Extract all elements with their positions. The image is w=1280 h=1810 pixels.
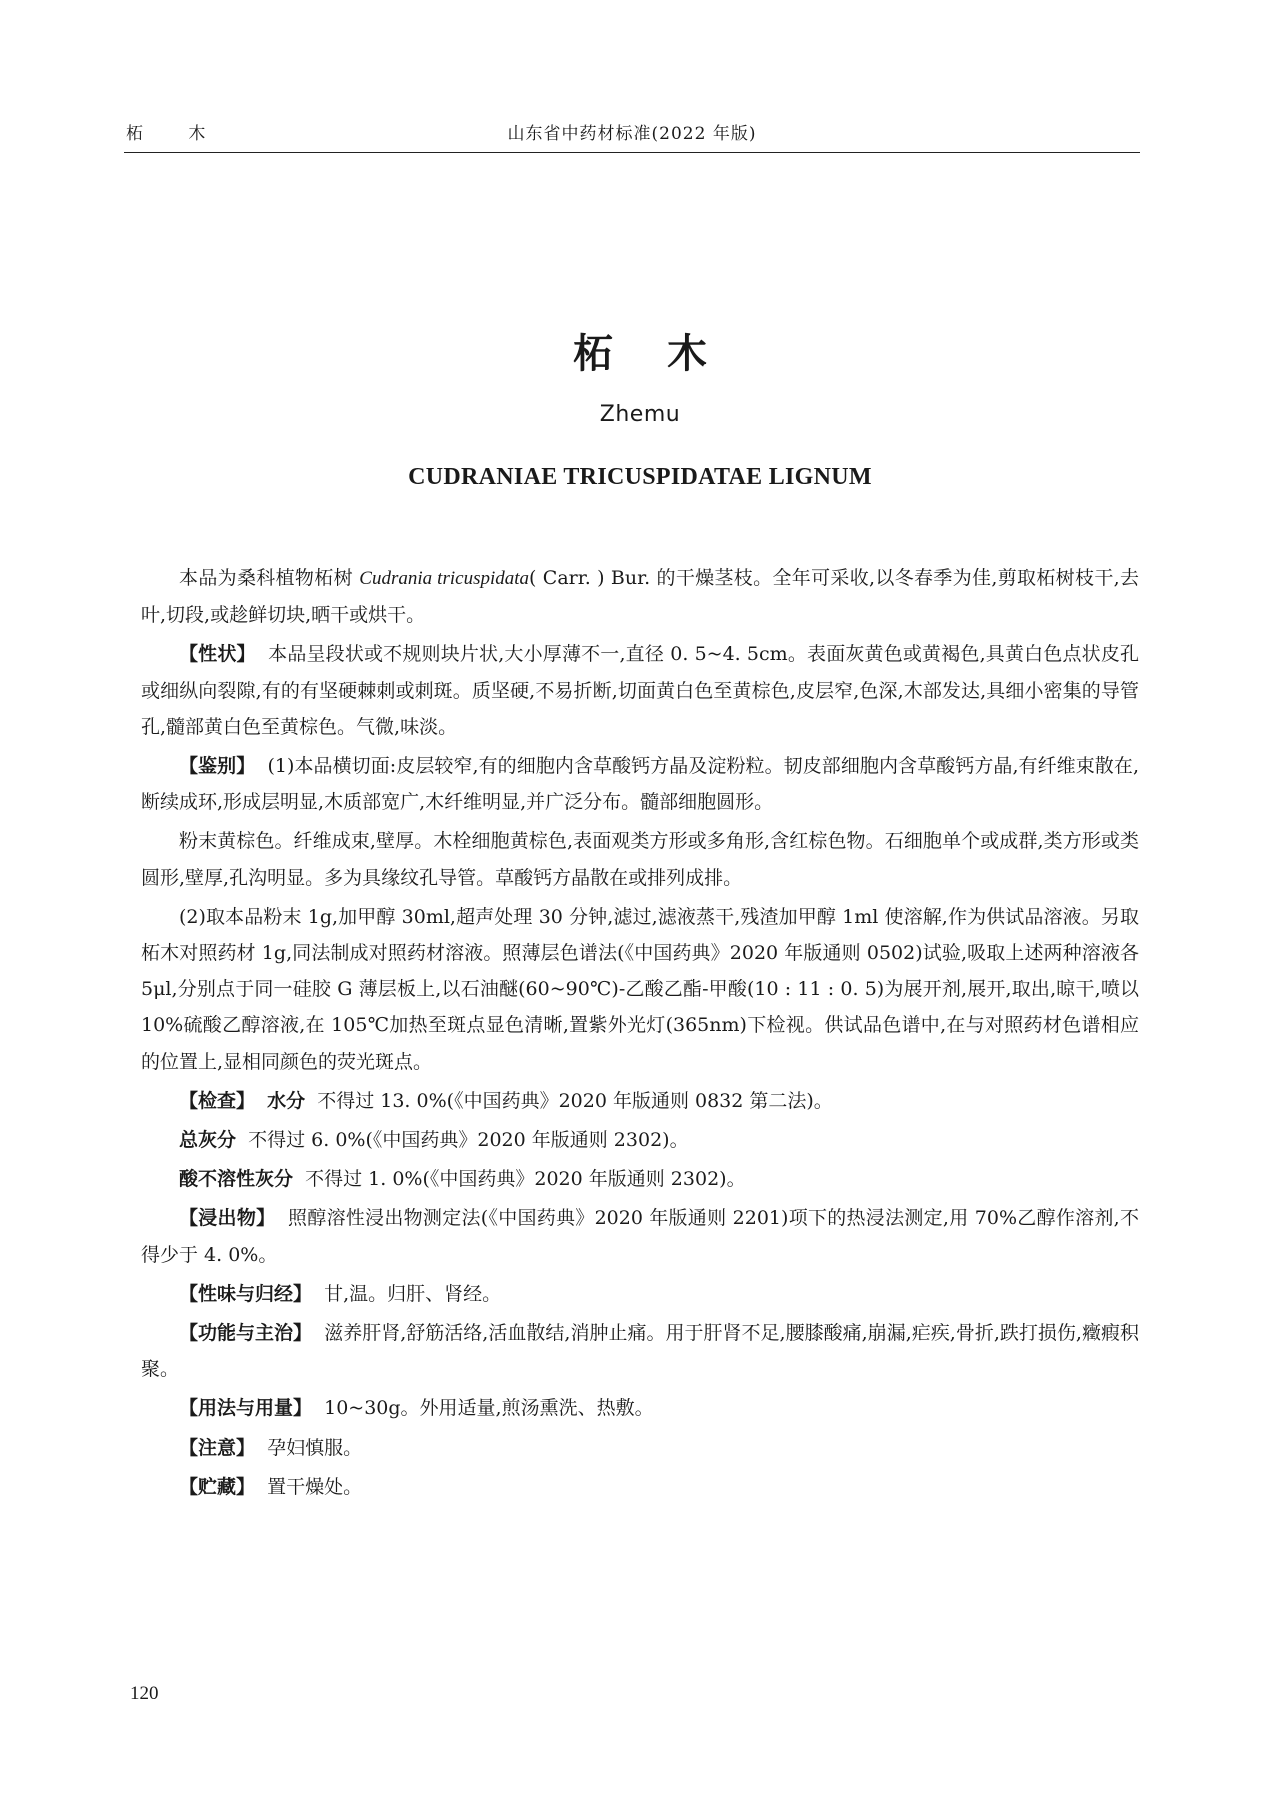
identification-powder-paragraph: 粉末黄棕色。纤维成束,壁厚。木栓细胞黄棕色,表面观类方形或多角形,含红棕色物。石细胞单个或成群,类方形或类圆形,壁厚,孔沟明显。多为具缘纹孔导管。草酸钙方晶散在或排列成排。 <box>141 830 1139 889</box>
monograph-title-chinese: 柘木 <box>573 331 761 377</box>
section-label: 【功能与主治】 <box>179 1322 313 1345</box>
section-label: 【鉴别】 <box>179 755 256 778</box>
header-section-name: 柘 木 <box>126 124 226 144</box>
header-divider <box>124 152 1140 153</box>
section-label: 【用法与用量】 <box>179 1397 313 1420</box>
section-usage-dosage <box>141 1390 1139 1426</box>
section-text: 本品呈段状或不规则块片状,大小厚薄不一,直径 0. 5~4. 5cm。表面灰黄色或黄褐色,具黄白色点状皮孔或细纵向裂隙,有的有坚硬棘刺或刺斑。质坚硬,不易折断,切面黄白色至黄棕色,皮层窄,色深,木部发达,具细小密集的导管孔,髓部黄白色至黄棕色。气微,味淡。 <box>141 643 1139 738</box>
page-number: 120 <box>130 1683 159 1704</box>
section-text: 10~30g。外用适量,煎汤熏洗、热敷。 <box>324 1397 654 1420</box>
running-header <box>124 116 1140 148</box>
species-latin-name: Cudrania tricuspidata <box>359 568 530 589</box>
header-book-title: 山东省中药材标准(2022 年版) <box>507 124 757 144</box>
section-label: 【贮藏】 <box>179 1475 256 1498</box>
section-text: 置干燥处。 <box>267 1475 363 1498</box>
section-text: 照醇溶性浸出物测定法(《中国药典》2020 年版通则 2201)项下的热浸法测定,用 70%乙醇作溶剂,不得少于 4. 0%。 <box>141 1207 1139 1266</box>
section-precaution <box>141 1430 1139 1466</box>
section-function-indication <box>141 1315 1139 1387</box>
section-text: (1)本品横切面:皮层较窄,有的细胞内含草酸钙方晶及淀粉粒。韧皮部细胞内含草酸钙方晶,有纤维束散在,断续成环,形成层明显,木质部宽广,木纤维明显,并广泛分布。髓部细胞圆形。 <box>141 755 1139 814</box>
inspection-total-ash <box>141 1122 1139 1158</box>
acid-ash-text: 不得过 1. 0%(《中国药典》2020 年版通则 2302)。 <box>305 1168 746 1191</box>
intro-paragraph <box>141 560 1139 633</box>
section-label: 【浸出物】 <box>179 1207 276 1230</box>
section-extractives <box>141 1200 1139 1272</box>
intro-text-b: ( Carr. ) Bur. 的干燥茎枝。全年可采收,以冬春季为佳,剪取柘树枝干,去叶,切段,或趁鲜切块,晒干或烘干。 <box>141 567 1140 627</box>
section-description <box>141 636 1139 745</box>
sub-label-acid-insoluble-ash: 酸不溶性灰分 <box>179 1168 294 1191</box>
monograph-title-pinyin: Zhemu <box>599 402 681 427</box>
sub-label-water: 水分 <box>267 1089 306 1112</box>
total-ash-text: 不得过 6. 0%(《中国药典》2020 年版通则 2302)。 <box>248 1129 689 1152</box>
monograph-title-latin: CUDRANIAE TRICUSPIDATAE LIGNUM <box>408 464 872 490</box>
section-inspection <box>141 1083 1139 1119</box>
section-text: 甘,温。归肝、肾经。 <box>324 1282 502 1305</box>
section-label: 【性状】 <box>179 643 256 666</box>
section-property-meridian <box>141 1276 1139 1312</box>
water-limit-text: 不得过 13. 0%(《中国药典》2020 年版通则 0832 第二法)。 <box>317 1089 833 1112</box>
section-storage <box>141 1469 1139 1505</box>
section-label: 【检查】 <box>179 1089 256 1112</box>
sub-label-total-ash: 总灰分 <box>179 1129 237 1152</box>
intro-text-a: 本品为桑科植物柘树 <box>179 567 360 589</box>
section-label: 【性味与归经】 <box>179 1282 313 1305</box>
monograph-body <box>141 560 1139 1508</box>
section-identification <box>141 748 1139 820</box>
identification-tlc-paragraph: (2)取本品粉末 1g,加甲醇 30ml,超声处理 30 分钟,滤过,滤液蒸干,残渣加甲醇 1ml 使溶解,作为供试品溶液。另取柘木对照药材 1g,同法制成对照药材溶液。照薄层色谱法(《中国药典》2020 年版通则 0502)试验,吸取上述两种溶液各 5μl,分别点于同一硅胶 G 薄层板上,以石油醚(60~90℃)-乙酸乙酯-甲酸(10 : 11 : 0. 5)为展开剂,展开,取出,晾干,喷以 10%硫酸乙醇溶液,在 105℃加热至斑点显色清晰,置紫外光灯(365nm)下检视。供试品色谱中,在与对照药材色谱相应的位置上,显相同颜色的荧光斑点。 <box>141 905 1139 1073</box>
section-text: 滋养肝肾,舒筋活络,活血散结,消肿止痛。用于肝肾不足,腰膝酸痛,崩漏,疟疾,骨折,跌打损伤,癥瘕积聚。 <box>141 1322 1139 1381</box>
section-text: 孕妇慎服。 <box>267 1436 363 1459</box>
inspection-acid-ash <box>141 1161 1139 1197</box>
section-label: 【注意】 <box>179 1436 256 1459</box>
